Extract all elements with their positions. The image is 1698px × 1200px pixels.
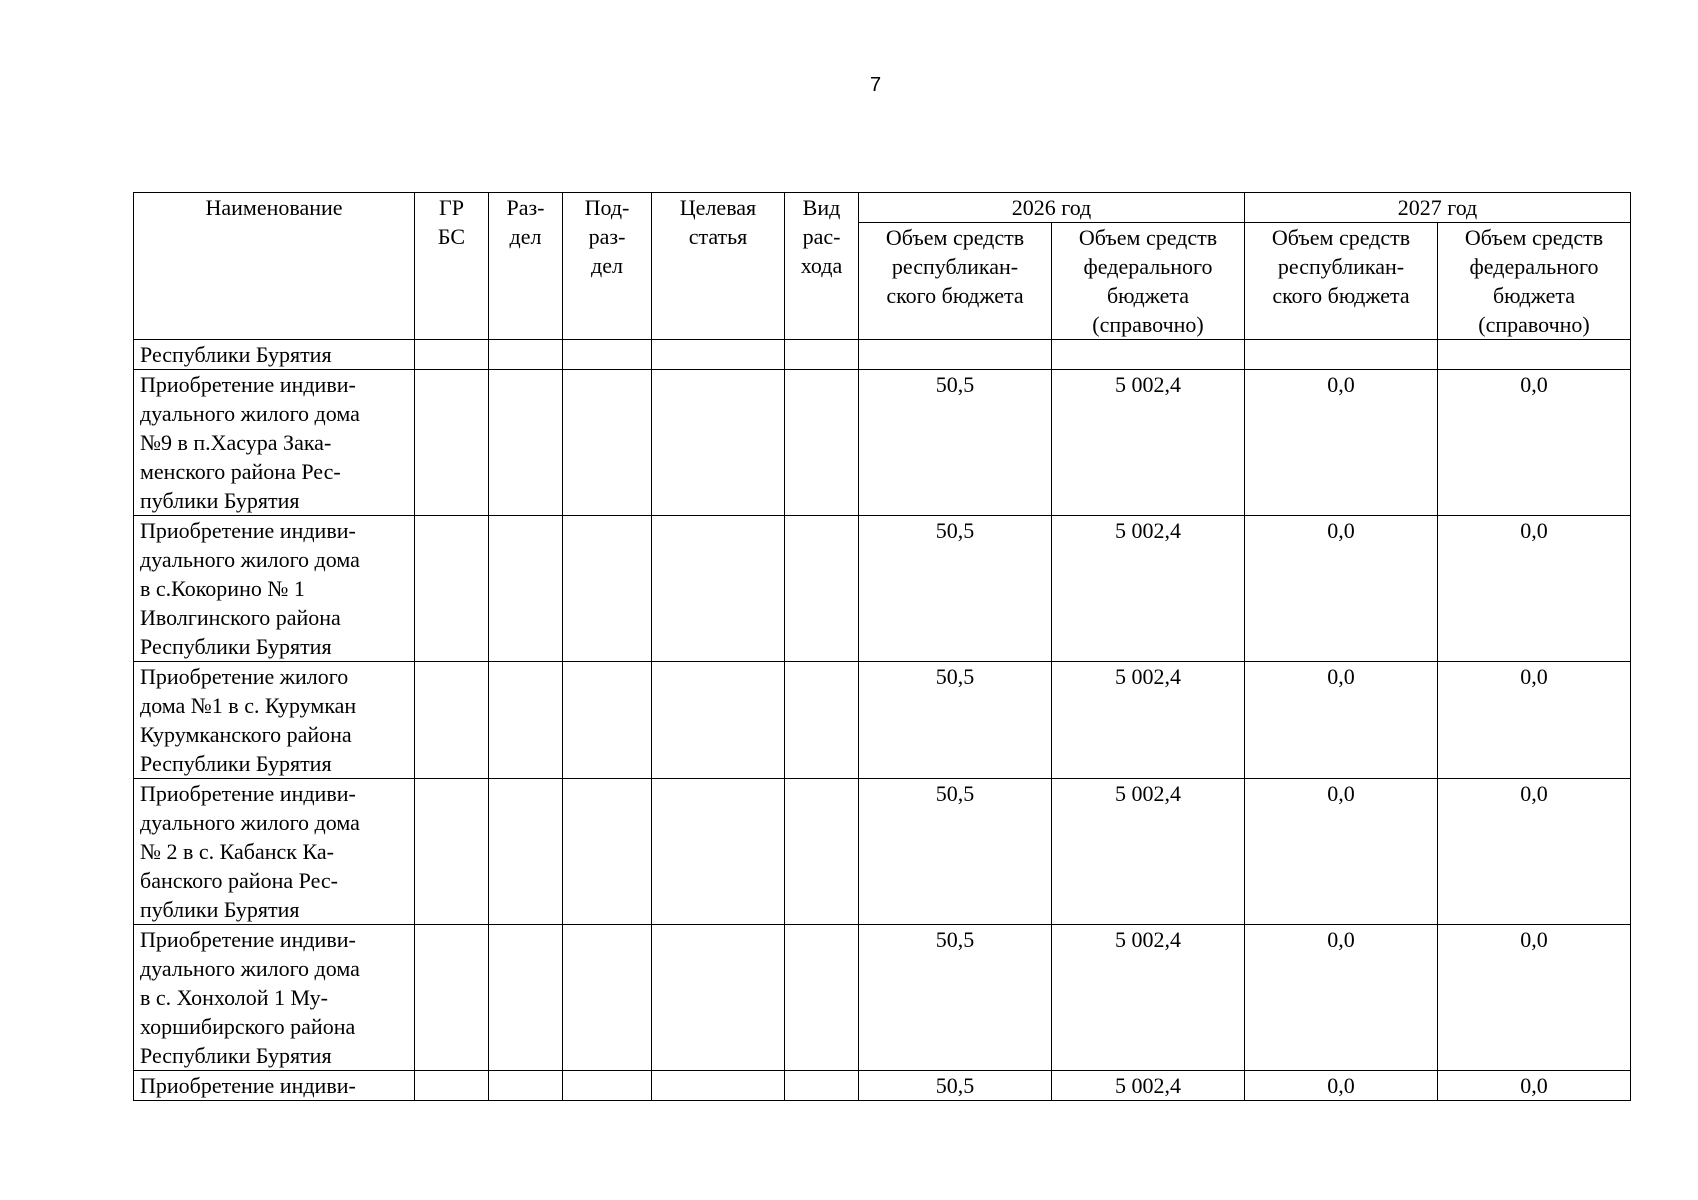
row-name-line: в с.Кокорино № 1 — [140, 576, 305, 601]
row-name-cell — [134, 516, 415, 662]
row-name-cell — [134, 925, 415, 1071]
header-federal-funds-2027: Объем средств федерального бюджета (справочно) — [1438, 223, 1631, 340]
republic-funds-2026-cell: 50,5 — [859, 925, 1052, 1071]
republic-funds-2026-cell: 50,5 — [859, 516, 1052, 662]
federal-funds-2027-cell — [1438, 340, 1631, 370]
header-grbs: ГР БС — [415, 193, 489, 340]
grbs-cell — [415, 925, 489, 1071]
header-row-top — [134, 193, 1631, 223]
row-name-cell — [134, 370, 415, 516]
federal-funds-2027-cell: 0,0 — [1438, 925, 1631, 1071]
republic-funds-2027-cell: 0,0 — [1245, 779, 1438, 925]
republic-funds-2027-cell: 0,0 — [1245, 1071, 1438, 1101]
header-year-2027: 2027 год — [1245, 193, 1631, 223]
federal-funds-2026-cell: 5 002,4 — [1052, 925, 1245, 1071]
header-subsection: Под- раз- дел — [563, 193, 652, 340]
row-name-line: публики Бурятия — [140, 488, 300, 513]
republic-funds-2027-cell: 0,0 — [1245, 370, 1438, 516]
row-name-line: Приобретение индиви- — [140, 927, 356, 952]
grbs-cell — [415, 662, 489, 779]
grbs-cell — [415, 516, 489, 662]
header-section: Раз- дел — [489, 193, 563, 340]
row-name-line: Приобретение индиви- — [140, 372, 356, 397]
expense-type-cell — [785, 925, 859, 1071]
target-cell — [652, 779, 785, 925]
subsection-cell — [563, 516, 652, 662]
section-cell — [489, 516, 563, 662]
expense-type-cell — [785, 779, 859, 925]
section-cell — [489, 1071, 563, 1101]
row-name-line: дуального жилого дома — [140, 956, 360, 981]
republic-funds-2027-cell: 0,0 — [1245, 662, 1438, 779]
row-name-cell — [134, 1071, 415, 1101]
grbs-cell — [415, 1071, 489, 1101]
row-name-line: в с. Хонхолой 1 Му- — [140, 985, 328, 1010]
row-name-line: Республики Бурятия — [140, 342, 332, 367]
republic-funds-2027-cell — [1245, 340, 1438, 370]
republic-funds-2026-cell — [859, 340, 1052, 370]
grbs-cell — [415, 370, 489, 516]
header-name: Наименование — [134, 193, 415, 340]
republic-funds-2026-cell: 50,5 — [859, 779, 1052, 925]
section-cell — [489, 340, 563, 370]
section-cell — [489, 662, 563, 779]
table-row — [134, 370, 1631, 516]
row-name-line: Республики Бурятия — [140, 1043, 332, 1068]
subsection-cell — [563, 662, 652, 779]
expense-type-cell — [785, 340, 859, 370]
target-cell — [652, 516, 785, 662]
page-number: 7 — [869, 74, 882, 96]
header-republic-funds-2027: Объем средств республикан- ского бюджета — [1245, 223, 1438, 340]
federal-funds-2026-cell — [1052, 340, 1245, 370]
expense-type-cell — [785, 516, 859, 662]
table-row — [134, 662, 1631, 779]
subsection-cell — [563, 779, 652, 925]
subsection-cell — [563, 370, 652, 516]
header-expense-type: Вид рас- хода — [785, 193, 859, 340]
expense-type-cell — [785, 370, 859, 516]
expense-type-cell — [785, 1071, 859, 1101]
target-cell — [652, 1071, 785, 1101]
row-name-line: дуального жилого дома — [140, 401, 360, 426]
header-federal-funds-2026: Объем средств федерального бюджета (справочно) — [1052, 223, 1245, 340]
republic-funds-2027-cell: 0,0 — [1245, 516, 1438, 662]
row-name-cell — [134, 340, 415, 370]
row-name-line: дуального жилого дома — [140, 810, 360, 835]
row-name-line: банского района Рес- — [140, 868, 338, 893]
table-body — [134, 340, 1631, 1101]
federal-funds-2026-cell: 5 002,4 — [1052, 662, 1245, 779]
federal-funds-2027-cell: 0,0 — [1438, 516, 1631, 662]
federal-funds-2026-cell: 5 002,4 — [1052, 779, 1245, 925]
target-cell — [652, 925, 785, 1071]
section-cell — [489, 370, 563, 516]
section-cell — [489, 779, 563, 925]
row-name-line: №9 в п.Хасура Зака- — [140, 430, 332, 455]
federal-funds-2027-cell: 0,0 — [1438, 1071, 1631, 1101]
table-row — [134, 925, 1631, 1071]
federal-funds-2026-cell: 5 002,4 — [1052, 1071, 1245, 1101]
republic-funds-2026-cell: 50,5 — [859, 370, 1052, 516]
table-row — [134, 779, 1631, 925]
row-name-line: Курумканского района — [140, 722, 352, 747]
republic-funds-2027-cell: 0,0 — [1245, 925, 1438, 1071]
header-republic-funds-2026: Объем средств республикан- ского бюджета — [859, 223, 1052, 340]
target-cell — [652, 340, 785, 370]
federal-funds-2026-cell: 5 002,4 — [1052, 516, 1245, 662]
subsection-cell — [563, 340, 652, 370]
row-name-line: дуального жилого дома — [140, 547, 360, 572]
subsection-cell — [563, 925, 652, 1071]
table-row — [134, 340, 1631, 370]
row-name-line: Республики Бурятия — [140, 751, 332, 776]
expense-type-cell — [785, 662, 859, 779]
republic-funds-2026-cell: 50,5 — [859, 662, 1052, 779]
republic-funds-2026-cell: 50,5 — [859, 1071, 1052, 1101]
table-row — [134, 1071, 1631, 1101]
row-name-line: Приобретение индиви- — [140, 781, 356, 806]
target-cell — [652, 662, 785, 779]
row-name-line: менского района Рес- — [140, 459, 341, 484]
row-name-line: Иволгинского района — [140, 605, 341, 630]
section-cell — [489, 925, 563, 1071]
row-name-line: публики Бурятия — [140, 897, 300, 922]
row-name-line: Приобретение жилого — [140, 664, 349, 689]
federal-funds-2027-cell: 0,0 — [1438, 370, 1631, 516]
header-year-2026: 2026 год — [859, 193, 1245, 223]
row-name-line: Приобретение индиви- — [140, 1073, 356, 1098]
row-name-line: Республики Бурятия — [140, 634, 332, 659]
budget-table — [133, 192, 1631, 1101]
grbs-cell — [415, 779, 489, 925]
target-cell — [652, 370, 785, 516]
row-name-line: Приобретение индиви- — [140, 518, 356, 543]
federal-funds-2027-cell: 0,0 — [1438, 662, 1631, 779]
table-row — [134, 516, 1631, 662]
grbs-cell — [415, 340, 489, 370]
federal-funds-2027-cell: 0,0 — [1438, 779, 1631, 925]
federal-funds-2026-cell: 5 002,4 — [1052, 370, 1245, 516]
row-name-cell — [134, 779, 415, 925]
row-name-line: хоршибирского района — [140, 1014, 356, 1039]
row-name-line: дома №1 в с. Курумкан — [140, 693, 357, 718]
row-name-line: № 2 в с. Кабанск Ка- — [140, 839, 334, 864]
header-target: Целевая статья — [652, 193, 785, 340]
subsection-cell — [563, 1071, 652, 1101]
row-name-cell — [134, 662, 415, 779]
